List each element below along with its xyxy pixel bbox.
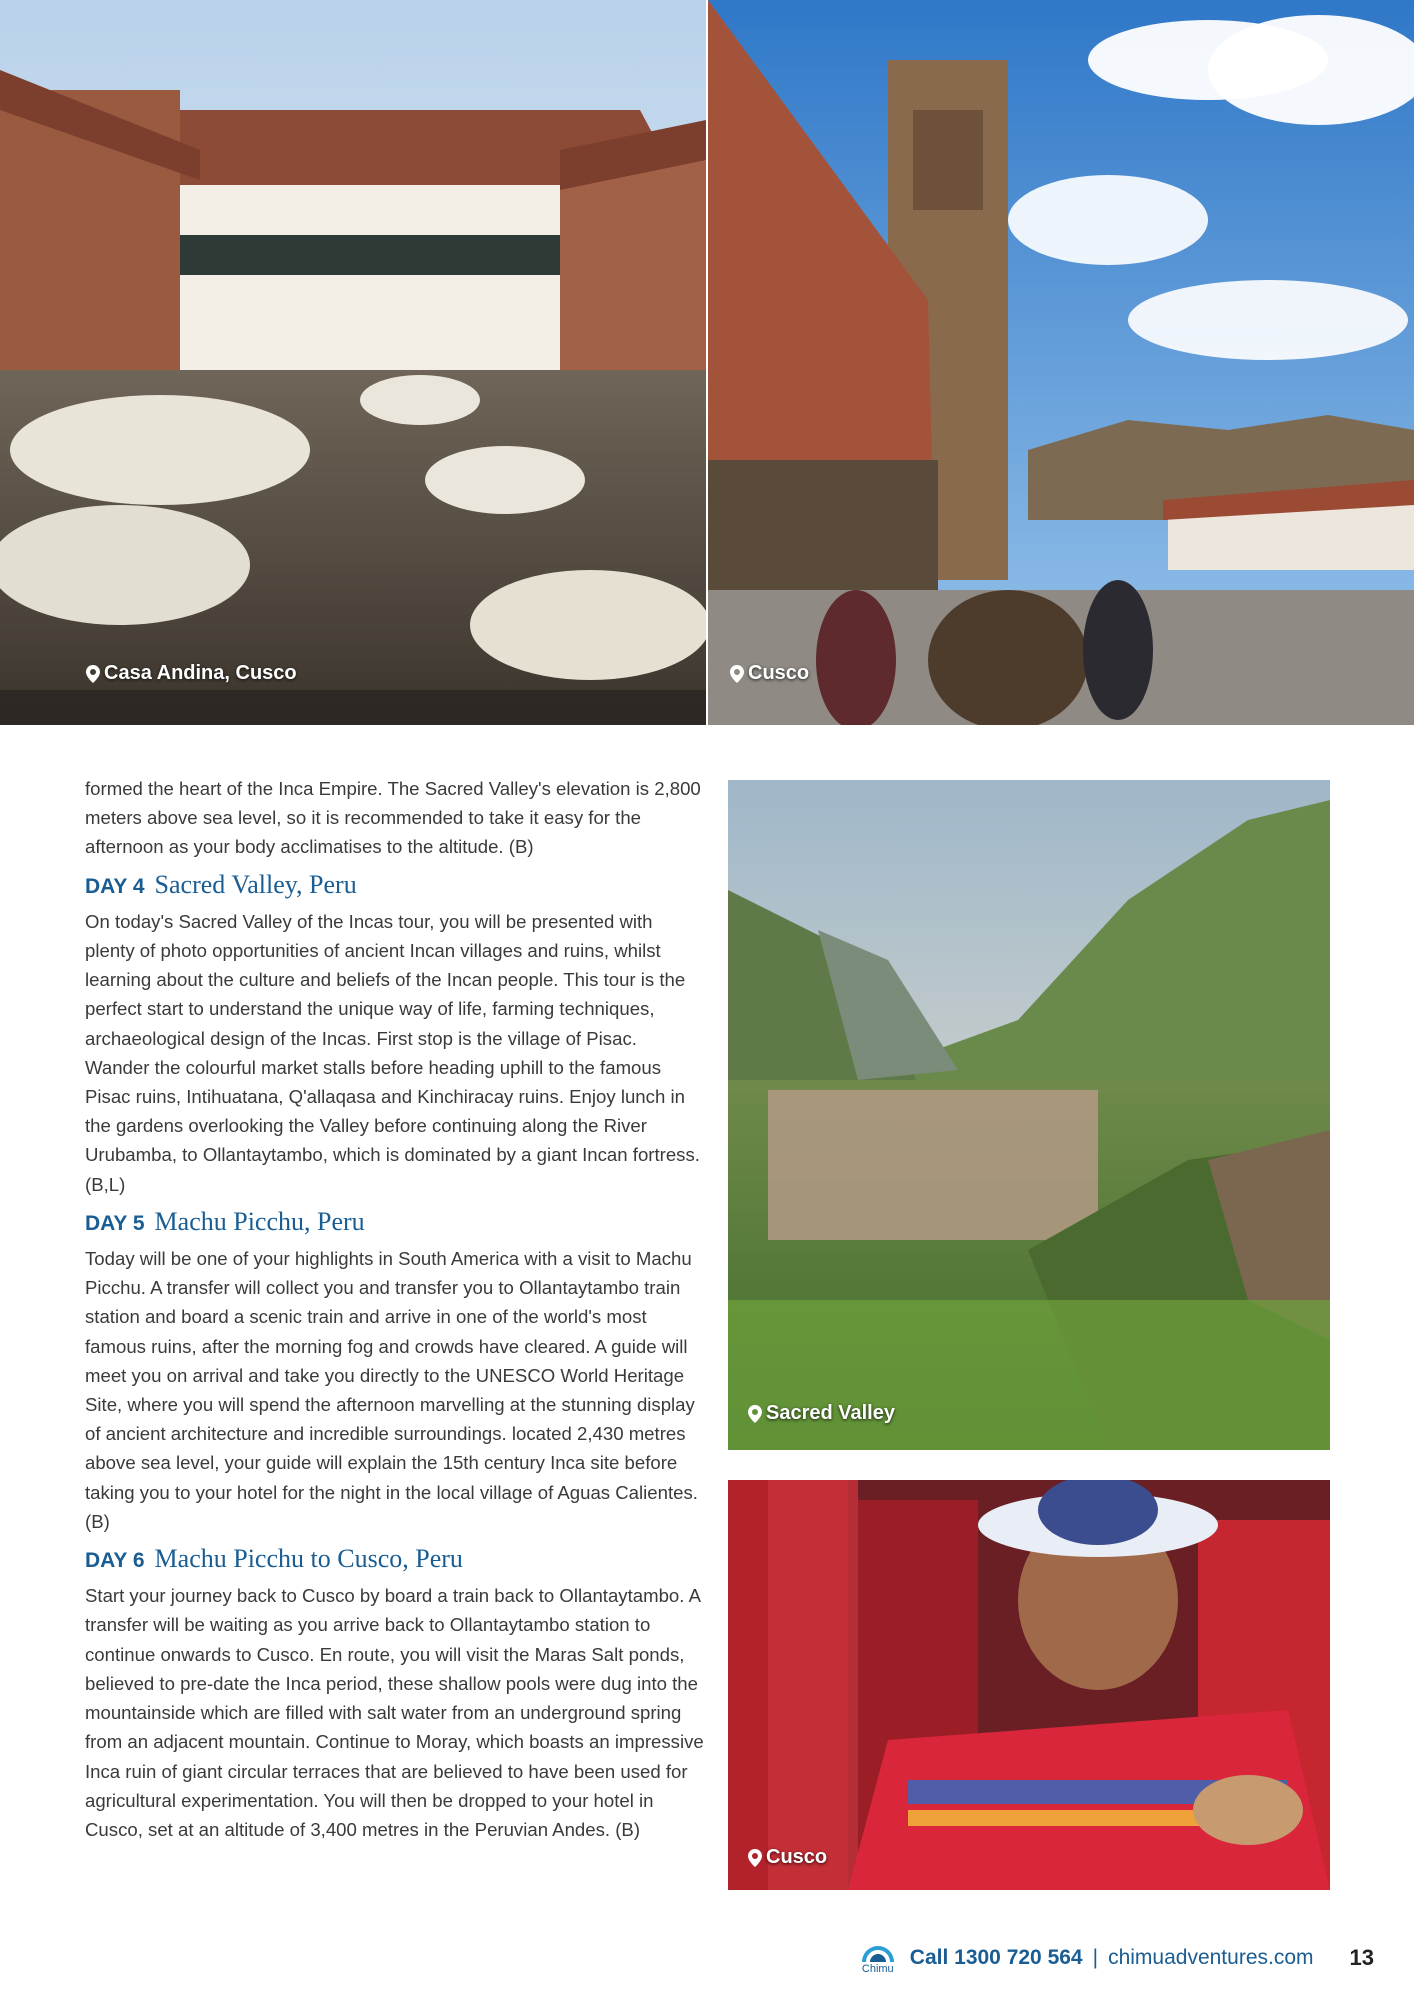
- caption-text: Casa Andina, Cusco: [104, 662, 297, 684]
- page-number: 13: [1349, 1945, 1374, 1970]
- logo-text: Chimu: [861, 1962, 894, 1975]
- photo-caption: [730, 662, 809, 685]
- map-pin-icon: [748, 1405, 762, 1423]
- day-title: Machu Picchu to Cusco, Peru: [154, 1544, 463, 1574]
- footer-separator: |: [1092, 1946, 1099, 1969]
- photo-cusco-plaza: [708, 0, 1414, 725]
- chimu-logo: [860, 1942, 896, 1975]
- day-label: DAY 4: [85, 874, 145, 898]
- cusco-plaza-image: [708, 0, 1414, 725]
- intro-paragraph: formed the heart of the Inca Empire. The Sacred Valley's elevation is 2,800 meters above sea level, so it is recommended to take it easy for the afternoon as your body acclimatises to the altitude. (B): [85, 778, 701, 858]
- day-5-body: Today will be one of your highlights in South America with a visit to Machu Picchu. A transfer will collect you and transfer you to Ollantaytambo train station and board a scenic train and arrive in one of the world's most famous ruins, after the morning fog and crowds have cleared. A guide will meet you on arrival and take you directly to the UNESCO World Heritage Site, where you will spend the afternoon marvelling at the stunning display of ancient architecture and incredible surroundings. located 2,430 metres above sea level, your guide will explain the 15th century Inca site before taking you to your hotel for the night in the local village of Aguas Calientes. (B): [85, 1248, 698, 1532]
- day-title: Sacred Valley, Peru: [154, 869, 357, 899]
- day-label: DAY 5: [85, 1211, 145, 1235]
- cusco-woman-image: [728, 1480, 1330, 1890]
- day-5-heading: [85, 1207, 705, 1238]
- call-number[interactable]: Call 1300 720 564: [909, 1946, 1083, 1969]
- page-footer: [860, 1938, 1374, 1978]
- photo-casa-andina: [0, 0, 706, 725]
- photo-caption: [748, 1846, 827, 1869]
- website-link[interactable]: chimuadventures.com: [1108, 1946, 1314, 1969]
- day-label: DAY 6: [85, 1549, 145, 1573]
- caption-text: Cusco: [748, 662, 810, 684]
- itinerary-text: [85, 774, 705, 1844]
- chimu-logo-icon: [860, 1942, 896, 1964]
- photo-caption: [748, 1402, 895, 1425]
- sacred-valley-image: [728, 780, 1330, 1450]
- courtyard-image: [0, 0, 706, 725]
- photo-cusco-woman: [728, 1480, 1330, 1890]
- caption-text: Sacred Valley: [766, 1402, 895, 1424]
- day-6-body: Start your journey back to Cusco by board a train back to Ollantaytambo. A transfer will be waiting as you arrive back to Ollantaytambo station to continue onwards to Cusco. En route, you will visit the Maras Salt ponds, believed to pre-date the Inca period, these shallow pools were dug into the mountainside which are filled with salt water from an underground spring from an adjacent mountain. Continue to Moray, which boasts an impressive Inca ruin of giant circular terraces that are believed to have been used for agricultural experimentation. You will then be dropped to your hotel in Cusco, set at an altitude of 3,400 metres in the Peruvian Andes. (B): [85, 1585, 704, 1840]
- map-pin-icon: [748, 1849, 762, 1867]
- day-title: Machu Picchu, Peru: [154, 1206, 365, 1236]
- day-6-heading: [85, 1544, 705, 1575]
- map-pin-icon: [730, 665, 744, 683]
- map-pin-icon: [86, 665, 100, 683]
- day-4-heading: [85, 870, 705, 901]
- day-4-body: On today's Sacred Valley of the Incas tour, you will be presented with plenty of photo opportunities of ancient Incan villages and ruins, whilst learning about the culture and beliefs of the Incan people. This tour is the perfect start to understand the unique way of life, farming techniques, archaeological design of the Incas. First stop is the village of Pisac. Wander the colourful market stalls before heading uphill to the famous Pisac ruins, Intihuatana, Q'allaqasa and Kinchiracay ruins. Enjoy lunch in the gardens overlooking the Valley before continuing along the River Urubamba, to Ollantaytambo, which is dominated by a giant Incan fortress. (B,L): [85, 910, 700, 1195]
- caption-text: Cusco: [766, 1846, 828, 1868]
- photo-sacred-valley: [728, 780, 1330, 1450]
- photo-caption: [86, 662, 297, 685]
